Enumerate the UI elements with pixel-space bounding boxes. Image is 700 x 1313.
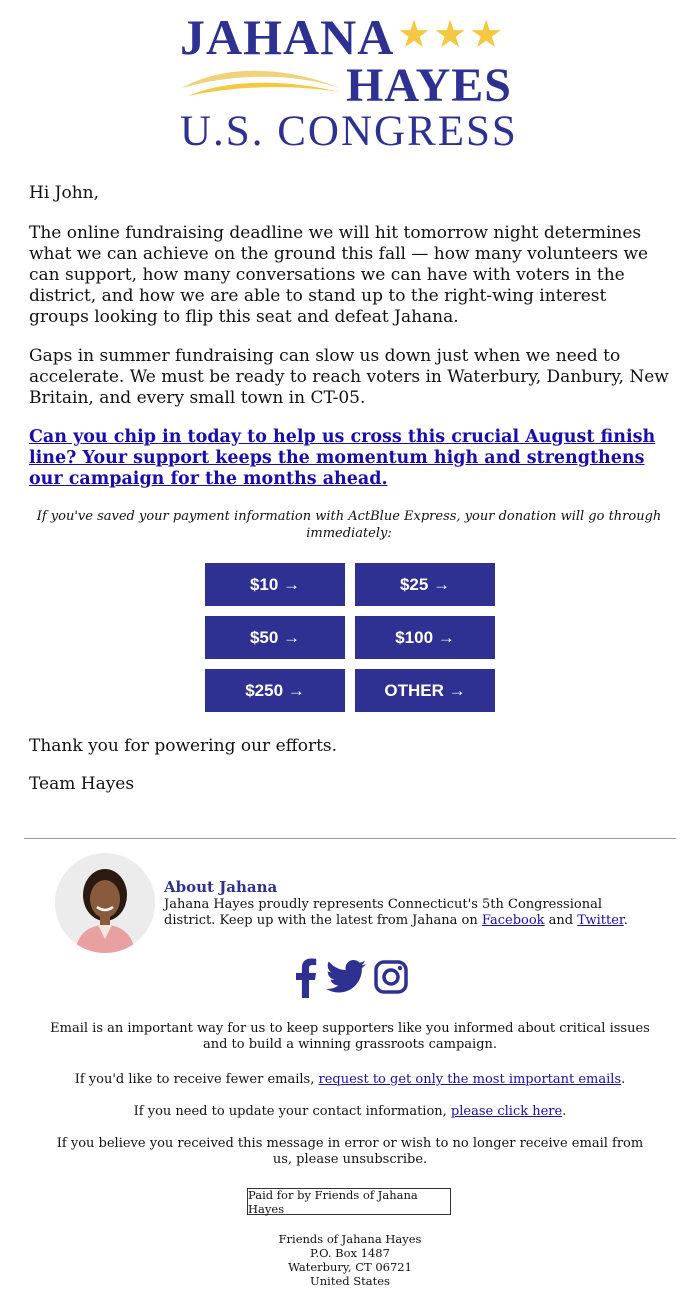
donate-50-button[interactable]: $50 → (205, 616, 345, 659)
address-line: Friends of Jahana Hayes (278, 1232, 422, 1246)
donate-250-button[interactable]: $250 → (205, 669, 345, 712)
portrait-image (55, 853, 155, 953)
social-icons (290, 958, 412, 998)
fewer-emails-line (50, 1072, 650, 1088)
about-text (164, 897, 644, 929)
body-paragraph: Gaps in summer fundraising can slow us down just when we need to accelerate. We must be ready to reach voters in Waterbury, Danbury, New Britain, and every small town in CT-05. (29, 346, 669, 408)
about-end: . (623, 913, 628, 928)
donate-25-button[interactable]: $25 → (355, 563, 495, 606)
paid-for-disclaimer: Paid for by Friends of Jahana Hayes (247, 1188, 451, 1215)
donate-100-button[interactable]: $100 → (355, 616, 495, 659)
logo-name-line: JAHANA (180, 9, 395, 65)
address-line: Waterbury, CT 06721 (288, 1260, 412, 1274)
address-line: United States (310, 1274, 390, 1288)
instagram-icon[interactable] (374, 960, 408, 994)
donate-10-button[interactable]: $10 → (205, 563, 345, 606)
fewer-emails-suffix: . (621, 1072, 626, 1087)
update-contact-link[interactable]: please click here (450, 1104, 563, 1119)
twitter-link[interactable]: Twitter (577, 913, 624, 928)
campaign-logo (0, 0, 700, 160)
twitter-icon[interactable] (326, 960, 366, 994)
actblue-note: If you've saved your payment information with ActBlue Express, your donation will go through immediately: (36, 509, 662, 541)
address-line: P.O. Box 1487 (310, 1246, 390, 1260)
about-title: About Jahana (164, 878, 278, 896)
logo-stars: ★★★ (397, 12, 506, 56)
greeting: Hi John, (29, 183, 100, 203)
thanks-text: Thank you for powering our efforts. (29, 736, 338, 756)
update-contact-suffix: . (562, 1104, 567, 1119)
avatar (55, 853, 155, 953)
logo-swoosh-icon (180, 62, 345, 98)
unsubscribe-note: If you believe you received this message in error or wish to no longer receive email from us, please unsubscribe. (56, 1136, 644, 1167)
update-contact-prefix: If you need to update your contact information, (133, 1104, 451, 1119)
signature: Team Hayes (29, 774, 135, 794)
donate-other-button[interactable]: OTHER → (355, 669, 495, 712)
update-contact-line (50, 1104, 650, 1120)
fewer-emails-link[interactable]: request to get only the most important emails (318, 1072, 622, 1087)
logo-surname-line: HAYES (346, 59, 512, 112)
footer-divider (24, 838, 676, 839)
fewer-emails-prefix: If you'd like to receive fewer emails, (74, 1072, 319, 1087)
logo-office-line: U.S. CONGRESS (180, 108, 518, 155)
about-conjunction: and (544, 913, 578, 928)
mailing-address (200, 1232, 500, 1288)
donate-cta-link[interactable]: Can you chip in today to help us cross this crucial August finish line? Your support keeps the momentum high and strengthens our campaign for the months ahead. (29, 427, 656, 489)
about-description: Jahana Hayes proudly represents Connecticut's 5th Congressional district. Keep up with the latest from Jahana on (164, 897, 602, 928)
facebook-link[interactable]: Facebook (481, 913, 545, 928)
body-paragraph: The online fundraising deadline we will hit tomorrow night determines what we can achieve on the ground this fall — how many volunteers we can support, how many conversations we can have with voters in the district, and how we are able to stand up to the right-wing interest groups looking to flip this seat and defeat Jahana. (29, 223, 649, 327)
facebook-icon[interactable] (292, 958, 318, 998)
email-purpose-note: Email is an important way for us to keep supporters like you informed about critical issues and to build a winning grassroots campaign. (50, 1021, 650, 1052)
